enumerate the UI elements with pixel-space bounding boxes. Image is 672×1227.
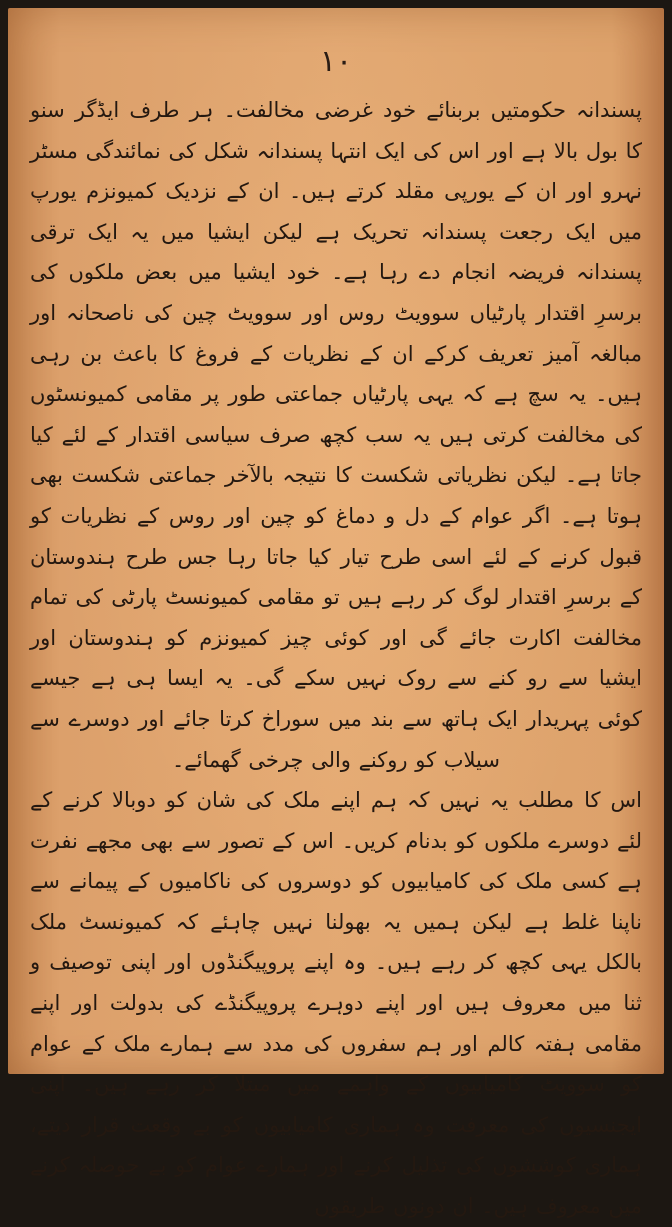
page-body-text [30, 90, 642, 1227]
book-page [8, 8, 664, 1219]
paragraph-1: پسندانہ حکومتیں بربنائے خود غرضی مخالفت۔ ہر طرف ایڈگر سنو کا بول بالا ہے اور اس کی ایک انتہا پسندانہ شکل کی نمائندگی مسٹر نہرو اور ان کے یورپی مقلد کرتے ہیں۔ ان کے نزدیک کمیونزم یورپ میں ایک رجعت پسندانہ تحریک ہے لیکن ایشیا میں یہ ایک ترقی پسندانہ فریضہ انجام دے رہا ہے۔ خود ایشیا میں بعض ملکوں کی برسرِ اقتدار پارٹیاں سوویٹ روس اور سوویٹ چین کی ناصحانہ اور مبالغہ آمیز تعریف کرکے ان کے نظریات کے فروغ کا باعث بن رہی ہیں۔ یہ سچ ہے کہ یہی پارٹیاں جماعتی طور پر مقامی کمیونسٹوں کی مخالفت کرتی ہیں یہ سب کچھ صرف سیاسی اقتدار کے لئے کیا جاتا ہے۔ لیکن نظریاتی شکست کا نتیجہ بالآخر جماعتی شکست بھی ہوتا ہے۔ اگر عوام کے دل و دماغ کو چین اور روس کے نظریات کو قبول کرنے کے لئے اسی طرح تیار کیا جاتا رہا جس طرح ہندوستان کے برسرِ اقتدار لوگ کر رہے ہیں تو مقامی کمیونسٹ پارٹی کی تمام مخالفت اکارت جائے گی اور کوئی چیز کمیونزم کو ہندوستان اور ایشیا سے رو کنے سے روک نہیں سکے گی۔ یہ ایسا ہی ہے جیسے کوئی پہریدار ایک ہاتھ سے بند میں سوراخ کرتا جائے اور دوسرے سے سیلاب کو روکنے والی چرخی گھمائے۔ [30, 98, 642, 772]
paragraph-2: اس کا مطلب یہ نہیں کہ ہم اپنے ملک کی شان کو دوبالا کرنے کے لئے دوسرے ملکوں کو بدنام کریں۔ اس کے تصور سے بھی مجھے نفرت ہے کسی ملک کی کامیابیوں کو دوسروں کی ناکامیوں کے پیمانے سے ناپنا غلط ہے لیکن ہمیں یہ بھولنا نہیں چاہئے کہ کمیونسٹ ملک بالکل یہی کچھ کر رہے ہیں۔ وہ اپنے پروپیگنڈوں اور اپنی توصیف و ثنا میں معروف ہیں اور اپنے دوہرے پروپیگنڈے کی بدولت اور اپنے مقامی ہفتہ کالم اور ہم سفروں کی مدد سے ہمارے ملک کے عوام کو سوویٹ کامیابیوں کے واہمے میں مبتلا کر رہے ہیں۔ اپنی ایجنسیوں کی معرفت وہ ہماری کامیابیوں کو بے وقعت قرار دیتے، ہماری کوششوں کی تذلیل کرنے اور ہمارے عوام کو بے حوصلہ کرنے میں معروف ہیں۔ ان دونوں طریقوں [30, 788, 642, 1219]
page-number: ۱۰ [319, 44, 353, 79]
